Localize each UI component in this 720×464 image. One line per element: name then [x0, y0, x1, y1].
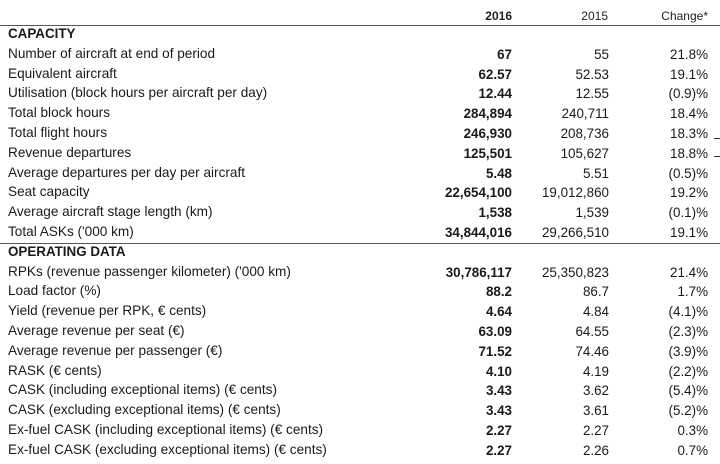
section-heading-row: [0, 25, 720, 45]
row-label: Average revenue per passenger (€): [8, 342, 223, 358]
row-label: Number of aircraft at end of period: [8, 45, 216, 61]
table-row: [0, 203, 720, 223]
section-title: OPERATING DATA: [8, 243, 126, 259]
section-heading-row: [0, 243, 720, 263]
value-2015: 25,350,823: [541, 264, 609, 280]
table-row: [0, 302, 720, 322]
value-change: (3.9)%: [668, 343, 708, 359]
value-2016: 246,930: [463, 126, 512, 141]
table-row: [0, 263, 720, 283]
table-row: [0, 144, 720, 164]
table-row: [0, 342, 720, 362]
table-row: [0, 282, 720, 302]
value-2016: 67: [497, 46, 512, 62]
value-2016: 5.48: [485, 165, 512, 181]
row-label: Revenue departures: [8, 144, 132, 160]
value-change: 19.1%: [670, 66, 708, 82]
value-2015: 55: [594, 46, 609, 62]
section-title: CAPACITY: [8, 26, 76, 41]
value-2016: 12.44: [478, 86, 512, 102]
table-row: [0, 441, 720, 461]
value-change: (2.3)%: [668, 324, 708, 339]
row-label: Average revenue per seat (€): [8, 323, 185, 338]
value-2016: 71.52: [478, 343, 512, 359]
column-header-2015: 2015: [581, 9, 608, 23]
table-row: [0, 401, 720, 421]
margin-tick: [714, 156, 720, 157]
value-2016: 2.27: [485, 423, 512, 438]
value-change: (0.5)%: [668, 165, 708, 181]
row-label: Utilisation (block hours per aircraft per day): [8, 85, 268, 101]
table-row: [0, 104, 720, 124]
value-change: 18.4%: [670, 106, 708, 122]
row-label: Average departures per day per aircraft: [8, 164, 246, 180]
value-2016: 22,654,100: [444, 185, 512, 201]
value-2016: 125,501: [463, 145, 512, 161]
value-change: (0.1)%: [668, 205, 708, 221]
table-row: [0, 362, 720, 382]
value-change: 18.8%: [670, 145, 708, 161]
value-2015: 2.27: [582, 423, 609, 438]
value-2015: 208,736: [560, 126, 609, 141]
value-2015: 4.84: [582, 304, 609, 320]
value-2015: 4.19: [582, 363, 609, 379]
value-2015: 3.61: [582, 403, 609, 419]
value-2015: 74.46: [575, 343, 609, 359]
value-2015: 12.55: [575, 86, 609, 102]
row-label: Total ASKs ('000 km): [8, 224, 134, 239]
row-label: Load factor (%): [8, 283, 101, 299]
row-label: CASK (including exceptional items) (€ cents): [8, 382, 277, 398]
row-label: Seat capacity: [8, 184, 90, 200]
value-2015: 19,012,860: [541, 185, 609, 201]
value-change: (5.4)%: [668, 383, 708, 399]
value-change: 0.7%: [677, 442, 708, 458]
value-2015: 1,539: [575, 205, 609, 221]
value-change: 19.1%: [670, 225, 708, 240]
value-2016: 3.43: [485, 383, 512, 399]
column-header-change: Change*: [661, 9, 708, 23]
value-2016: 34,844,016: [444, 225, 512, 240]
value-2016: 30,786,117: [445, 264, 512, 280]
table-row: [0, 124, 720, 144]
value-change: 18.3%: [670, 126, 708, 141]
value-2016: 4.10: [485, 363, 512, 379]
table-row: [0, 65, 720, 85]
value-2015: 5.51: [582, 165, 609, 181]
value-2015: 52.53: [575, 66, 609, 82]
table-row: [0, 45, 720, 65]
row-label: CASK (excluding exceptional items) (€ cents): [8, 402, 281, 418]
table-row: [0, 381, 720, 401]
row-label: Total block hours: [8, 105, 111, 121]
row-label: RPKs (revenue passenger kilometer) ('000 km): [8, 263, 291, 279]
table-row: [0, 183, 720, 203]
value-change: (0.9)%: [668, 86, 708, 102]
row-label: Ex-fuel CASK (excluding exceptional items) (€ cents): [8, 441, 327, 457]
value-2015: 64.55: [575, 324, 609, 339]
value-2015: 240,711: [561, 106, 609, 122]
value-2016: 62.57: [478, 66, 512, 82]
value-2016: 284,894: [463, 106, 512, 122]
value-2016: 1,538: [478, 205, 512, 221]
value-change: (2.2)%: [668, 363, 708, 379]
value-change: 21.4%: [670, 264, 708, 280]
value-2016: 4.64: [485, 304, 512, 320]
row-label: Total flight hours: [8, 125, 107, 140]
value-2016: 88.2: [485, 284, 512, 300]
value-2015: 3.62: [582, 383, 609, 399]
table-row: [0, 421, 720, 441]
row-label: Equivalent aircraft: [8, 65, 117, 81]
row-label: Average aircraft stage length (km): [8, 204, 213, 220]
value-2016: 2.27: [485, 442, 512, 458]
row-label: Ex-fuel CASK (including exceptional items) (€ cents): [8, 422, 324, 437]
column-header-2016: 2016: [485, 9, 512, 23]
margin-tick: [714, 138, 720, 139]
value-change: 19.2%: [670, 185, 708, 201]
value-2016: 3.43: [485, 403, 512, 419]
value-change: 21.8%: [670, 46, 708, 62]
value-2015: 2.26: [582, 442, 609, 458]
row-label: Yield (revenue per RPK, € cents): [8, 303, 207, 319]
table-row: [0, 223, 720, 243]
value-2015: 29,266,510: [541, 225, 609, 240]
value-2015: 105,627: [560, 145, 609, 161]
table-row: [0, 84, 720, 104]
value-change: (5.2)%: [668, 403, 708, 419]
value-change: 1.7%: [677, 284, 708, 300]
value-2015: 86.7: [582, 284, 609, 300]
table-row: [0, 322, 720, 342]
row-label: RASK (€ cents): [8, 362, 102, 378]
table-row: [0, 164, 720, 184]
value-change: 0.3%: [677, 423, 708, 438]
value-2016: 63.09: [478, 324, 512, 339]
value-change: (4.1)%: [668, 304, 708, 320]
